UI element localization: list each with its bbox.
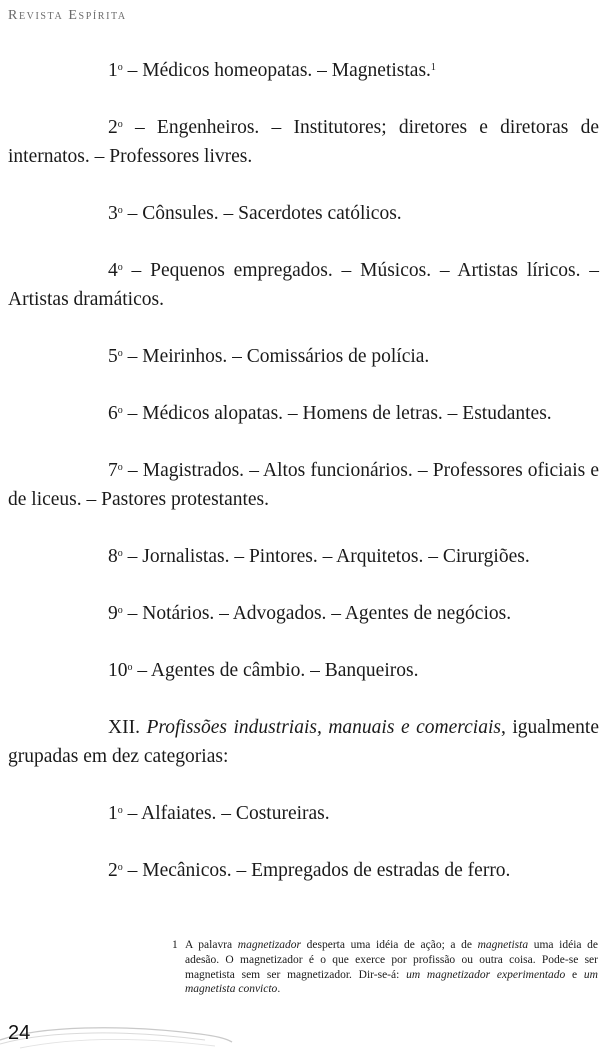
- ordinal-mark: o: [117, 62, 123, 73]
- item-number: 2: [108, 117, 118, 138]
- category-item-2: [8, 113, 599, 171]
- item-text: – Engenheiros. – Institutores; diretores e diretoras de internatos. – Professores livres.: [8, 117, 599, 167]
- footnotes: [172, 938, 598, 997]
- footnote-segment: .: [277, 983, 281, 996]
- decorative-swoosh: [0, 1000, 240, 1052]
- footnote-1: [172, 938, 598, 997]
- item-number: 7: [108, 460, 118, 481]
- item-text: – Agentes de câmbio. – Banqueiros.: [132, 660, 419, 681]
- ordinal-mark: o: [117, 405, 123, 416]
- footnote-reference[interactable]: 1: [430, 62, 436, 73]
- footnote-segment: uma idéia de adesão. O magnetizador é o que exerce por profissão ou outra coisa. Pode-se ser magnetista sem ser magnetizador. Dir-se-á:: [185, 939, 599, 981]
- footnote-number: 1: [172, 939, 178, 951]
- ordinal-mark: o: [117, 348, 123, 359]
- running-header: Revista Espírita: [8, 8, 127, 23]
- category-item-10: [8, 656, 599, 685]
- item-text: – Cônsules. – Sacerdotes católicos.: [122, 203, 402, 224]
- section-rest: , igualmente grupadas em dez categorias:: [8, 717, 599, 767]
- footnote-italic: um magnetizador experimentado: [406, 968, 566, 981]
- page-body: [8, 56, 599, 885]
- category-item-7: [8, 456, 599, 514]
- category-b-item-2: [8, 856, 599, 885]
- ordinal-mark: o: [117, 119, 123, 130]
- item-number: 1: [108, 60, 118, 81]
- item-number: 4: [108, 260, 118, 281]
- item-text: – Alfaiates. – Costureiras.: [122, 803, 330, 824]
- category-item-1: [8, 56, 599, 85]
- footnote-italic: magnetizador: [237, 939, 302, 951]
- ordinal-mark: o: [117, 805, 123, 816]
- ordinal-mark: o: [117, 605, 123, 616]
- category-item-9: [8, 599, 599, 628]
- item-text: – Mecânicos. – Empregados de estradas de ferro.: [122, 860, 511, 881]
- footnote-segment: e: [565, 968, 584, 981]
- ordinal-mark: o: [127, 662, 133, 673]
- item-text: – Médicos homeopatas. – Magnetistas.: [122, 60, 431, 81]
- ordinal-mark: o: [117, 205, 123, 216]
- section-xii-heading: [8, 713, 599, 771]
- category-item-8: [8, 542, 599, 571]
- category-item-4: [8, 256, 599, 314]
- item-number: 9: [108, 603, 118, 624]
- item-text: – Notários. – Advogados. – Agentes de negócios.: [122, 603, 512, 624]
- section-label: XII.: [108, 717, 140, 738]
- item-number: 6: [108, 403, 118, 424]
- category-b-item-1: [8, 799, 599, 828]
- item-text: – Jornalistas. – Pintores. – Arquitetos. – Cirurgiões.: [122, 546, 530, 567]
- category-item-5: [8, 342, 599, 371]
- item-number: 3: [108, 203, 118, 224]
- item-number: 1: [108, 803, 118, 824]
- ordinal-mark: o: [117, 262, 123, 273]
- item-text: – Médicos alopatas. – Homens de letras. – Estudantes.: [122, 403, 552, 424]
- item-text: – Meirinhos. – Comissários de polícia.: [122, 346, 430, 367]
- item-number: 8: [108, 546, 118, 567]
- footnote-segment: desperta uma idéia de ação; a de: [301, 939, 478, 951]
- category-item-3: [8, 199, 599, 228]
- item-number: 5: [108, 346, 118, 367]
- category-item-6: [8, 399, 599, 428]
- ordinal-mark: o: [117, 862, 123, 873]
- footnote-text: [185, 938, 598, 997]
- section-title-italic: Profissões industriais, manuais e comerciais: [146, 717, 501, 738]
- item-number: 2: [108, 860, 118, 881]
- page-number: 24: [8, 1022, 31, 1044]
- item-text: – Magistrados. – Altos funcionários. – Professores oficiais e de liceus. – Pastores protestantes.: [8, 460, 599, 510]
- item-text: – Pequenos empregados. – Músicos. – Artistas líricos. – Artistas dramáticos.: [8, 260, 599, 310]
- footnote-italic: um magnetista convicto: [185, 968, 598, 996]
- ordinal-mark: o: [117, 548, 123, 559]
- footnote-segment: A palavra: [185, 939, 238, 951]
- item-number: 10: [108, 660, 128, 681]
- footnote-italic: magnetista: [477, 939, 529, 951]
- ordinal-mark: o: [117, 462, 123, 473]
